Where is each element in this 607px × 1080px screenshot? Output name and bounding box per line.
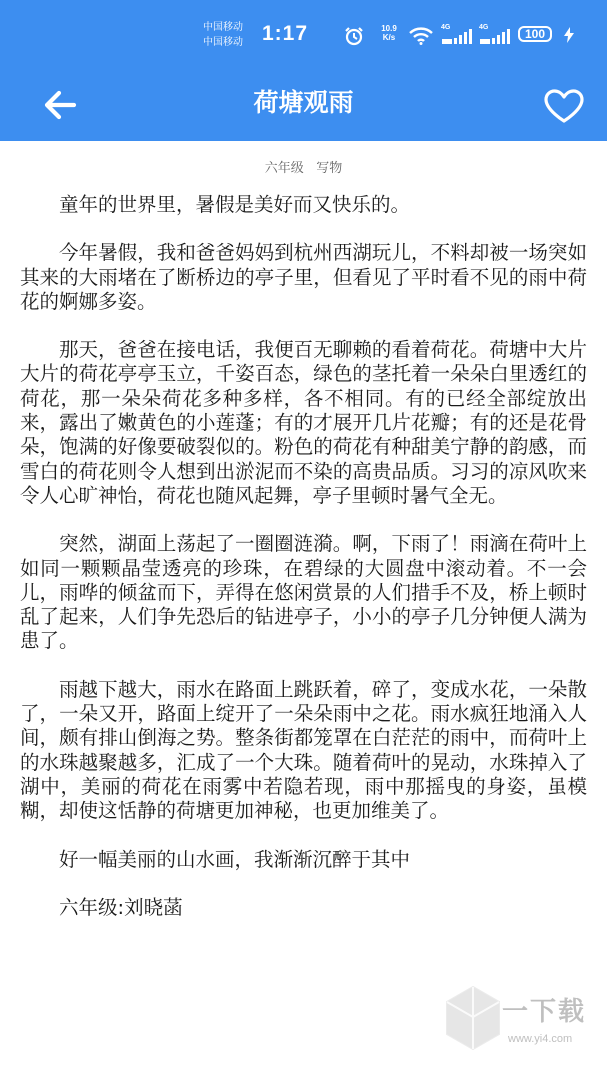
article-body: [20, 193, 587, 944]
battery-indicator: 100: [518, 26, 552, 42]
charging-icon: [564, 27, 574, 43]
app-header: [0, 0, 607, 141]
nav-bar: [0, 72, 607, 141]
article-paragraph: 那天，爸爸在接电话，我便百无聊赖的看着荷花。荷塘中大片大片的荷花亭亭玉立，千姿百态，绿色的茎托着一朵朵白里透红的荷花，那一朵朵荷花多种多样，各不相同。有的已经全部绽放出来，露出了嫩黄色的小莲蓬；有的才展开几片花瓣；有的还是花骨朵，饱满的好像要破裂似的。粉色的荷花有种甜美宁静的韵感，而雪白的荷花则令人想到出淤泥而不染的高贵品质。习习的凉风吹来令人心旷神怡，荷花也随风起舞，亭子里顿时暑气全无。: [20, 338, 587, 507]
carrier-info: [203, 20, 263, 50]
article-paragraph: 今年暑假，我和爸爸妈妈到杭州西湖玩儿，不料却被一场突如其来的大雨堵在了断桥边的亭子里，但看见了平时看不见的雨中荷花的婀娜多姿。: [20, 241, 587, 313]
watermark-text: 一下载: [502, 997, 587, 1027]
network-type-2: 4G: [479, 24, 489, 31]
heart-outline-icon: [543, 88, 585, 124]
favorite-button[interactable]: [543, 88, 585, 124]
status-bar: [0, 0, 607, 72]
category-label: 写物: [316, 161, 343, 176]
status-time: 1:17: [262, 22, 309, 45]
speed-unit: K/s: [382, 33, 396, 42]
speed-value: 10.9: [381, 24, 397, 33]
signal-icon-2: [480, 28, 510, 44]
article-paragraph: 突然，湖面上荡起了一圈圈涟漪。啊，下雨了！雨滴在荷叶上如同一颗颗晶莹透亮的珍珠，在碧绿的大圆盘中滚动着。不一会儿，雨哗的倾盆而下，弄得在悠闲赏景的人们措手不及，桥上顿时乱了起来，人们争先恐后的钻进亭子，小小的亭子几分钟便人满为患了。: [20, 532, 587, 653]
article-meta: [0, 157, 607, 176]
carrier-1: 中国移动: [203, 22, 243, 33]
network-speed: [375, 24, 403, 42]
alarm-icon: [343, 26, 365, 46]
signal-icon-1: [442, 28, 472, 44]
grade-label: 六年级: [264, 161, 304, 176]
watermark-logo-icon: [444, 985, 502, 1051]
article-paragraph: 雨越下越大，雨水在路面上跳跃着，碎了，变成水花，一朵散了，一朵又开，路面上绽开了一朵朵雨中之花。雨水疯狂地涌入人间，颇有排山倒海之势。整条街都笼罩在白茫茫的雨中，而荷叶上的水珠越聚越多，汇成了一个大珠。随着荷叶的晃动，水珠掉入了湖中，美丽的荷花在雨雾中若隐若现，雨中那摇曳的身姿，虽模糊，却使这恬静的荷塘更加神秘，也更加维美了。: [20, 677, 587, 823]
network-type-1: 4G: [441, 24, 451, 31]
watermark-url: www.yi4.com: [508, 1033, 573, 1045]
article-paragraph: 好一幅美丽的山水画，我渐渐沉醉于其中: [59, 847, 411, 871]
article-paragraph: 童年的世界里，暑假是美好而又快乐的。: [59, 193, 411, 216]
carrier-2: 中国移动: [203, 37, 243, 48]
wifi-icon: [408, 27, 434, 45]
page-title: 荷塘观雨: [253, 88, 354, 117]
watermark: [440, 985, 600, 1065]
status-icons: [340, 22, 580, 50]
article-author: 六年级:刘晓菡: [59, 895, 183, 919]
